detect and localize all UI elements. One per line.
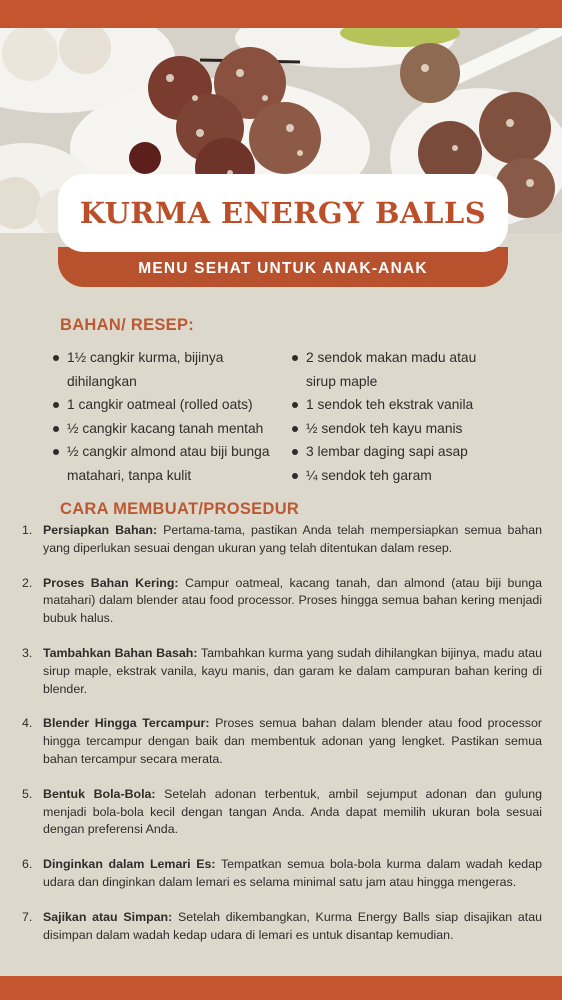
step-title: Persiapkan Bahan: (43, 523, 158, 537)
step-item (22, 786, 542, 839)
title-card (58, 174, 508, 252)
step-text: Setelah dikembangkan, Kurma Energy Balls siap disajikan atau disimpan dalam wadah kedap udara di lemari es untuk disantap kemudian. (43, 909, 542, 942)
step-text: Setelah adonan terbentuk, ambil sejumput adonan dan gulung menjadi bola-bola kecil dengan tangan Anda. Anda dapat memilih ukuran bola sesuai dengan preferensi Anda. (43, 786, 542, 837)
page-title: KURMA ENERGY BALLS (79, 196, 487, 230)
step-text: Tambahkan kurma yang sudah dihilangkan bijinya, madu atau sirup maple, ekstrak vanila, kayu manis, dan garam ke dalam campuran bahan kering di blender. (43, 645, 542, 696)
step-number: 3. (22, 645, 33, 660)
step-text: Tempatkan semua bola-bola kurma dalam wadah kedap udara dan dinginkan dalam lemari es selama minimal satu jam atau hingga mengeras. (43, 857, 542, 889)
step-item (22, 909, 542, 945)
step-number: 5. (22, 786, 33, 801)
method-heading: CARA MEMBUAT/PROSEDUR (60, 500, 300, 518)
ingredient-item: ½ cangkir kacang tanah mentah (53, 417, 278, 441)
step-title: Dinginkan dalam Lemari Es: (43, 857, 216, 872)
step-number: 7. (22, 909, 33, 924)
ingredient-item: 1 cangkir oatmeal (rolled oats) (53, 393, 278, 417)
top-accent-bar (0, 0, 562, 28)
ingredients-heading: BAHAN/ RESEP: (60, 316, 195, 334)
step-text: Campur oatmeal, kacang tanah, dan almond (atau biji bunga matahari) dalam blender atau food processor. Proses hingga semua bahan kering menjadi bubuk halus. (43, 575, 543, 626)
step-item (22, 856, 542, 892)
ingredient-item: ½ cangkir almond atau biji bunga matahari, tanpa kulit (53, 440, 278, 487)
page-subtitle: MENU SEHAT UNTUK ANAK-ANAK (138, 260, 428, 277)
step-item (22, 715, 542, 768)
ingredient-item: ¼ sendok teh garam (292, 464, 492, 488)
step-item (22, 522, 542, 558)
step-number: 6. (22, 857, 33, 872)
ingredient-item: 1½ cangkir kurma, bijinya dihilangkan (53, 346, 278, 393)
step-title: Tambahkan Bahan Basah: (43, 645, 198, 660)
step-item (22, 645, 542, 698)
step-title: Blender Hingga Tercampur: (43, 716, 210, 731)
step-title: Bentuk Bola-Bola: (43, 786, 156, 801)
step-number: 2. (22, 575, 33, 590)
step-title: Proses Bahan Kering: (43, 575, 179, 590)
step-title: Sajikan atau Simpan: (43, 909, 173, 924)
step-number: 4. (22, 716, 33, 731)
bottom-accent-bar (0, 976, 562, 1000)
ingredient-item: ½ sendok teh kayu manis (292, 417, 492, 441)
step-text: Pertama-tama, pastikan Anda telah mempersiapkan semua bahan yang diperlukan sesuai dengan ukuran yang telah ditentukan dalam resep. (43, 523, 543, 555)
ingredient-item: 3 lembar daging sapi asap (292, 440, 492, 464)
ingredients-list-left (53, 346, 278, 487)
ingredients-list-right (292, 346, 492, 487)
step-text: Proses semua bahan dalam blender atau food processor hingga tercampur dengan baik dan membentuk adonan yang lengket. Pastikan semua bahan tercampur secara merata. (43, 716, 542, 766)
ingredient-item: 1 sendok teh ekstrak vanila (292, 393, 492, 417)
step-item (22, 575, 542, 628)
step-number: 1. (22, 523, 33, 537)
method-steps (22, 522, 542, 961)
ingredient-item: 2 sendok makan madu atau sirup maple (292, 346, 492, 393)
